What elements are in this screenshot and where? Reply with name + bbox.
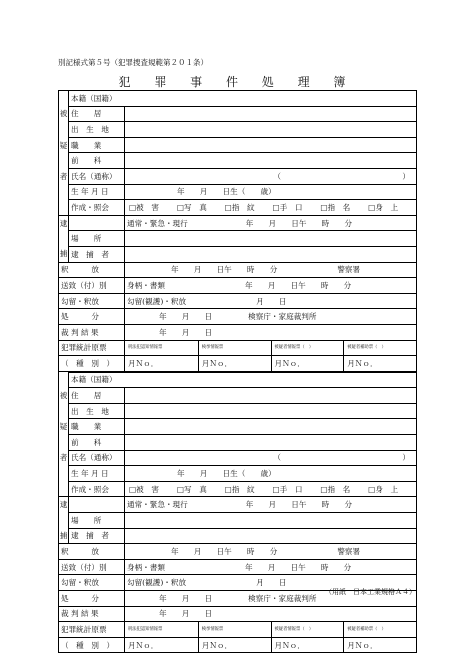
stat-header-1: 刑法犯認知情報票	[128, 345, 163, 351]
suspect-side-label	[59, 372, 69, 388]
row-statcard	[59, 340, 417, 356]
release-value	[125, 544, 417, 560]
birthplace-value	[125, 403, 417, 419]
honseki-label: 本籍（国籍）	[69, 91, 417, 107]
row-arrester	[59, 528, 417, 544]
kind-label: （ 種 別 ）	[59, 637, 125, 653]
row-sendup	[59, 559, 417, 575]
custody-label: 勾留・釈放	[59, 575, 125, 591]
sendup-type: 身柄・書類	[127, 562, 165, 572]
custody-date: 月 日	[256, 578, 287, 588]
name-value: （ ）	[125, 168, 417, 184]
place-value	[125, 513, 417, 529]
check-fingerprint[interactable]: □指 紋	[224, 202, 255, 212]
job-value	[125, 419, 417, 435]
name-value: （ ）	[125, 450, 417, 466]
actions-checkboxes	[125, 200, 417, 216]
release-office: 警察署	[337, 547, 361, 557]
place-value	[125, 231, 417, 247]
trial-date: 年 月 日	[159, 327, 213, 337]
dob-value: 年 月 日生（ 歳）	[125, 466, 417, 482]
stat-header-1: 刑法犯認知情報票	[128, 626, 163, 632]
honseki-label: 本籍（国籍）	[69, 372, 417, 388]
check-wanted[interactable]: □指 名	[320, 484, 351, 494]
check-method[interactable]: □手 口	[272, 484, 303, 494]
check-personal[interactable]: □身 上	[368, 202, 399, 212]
vertical-char	[59, 466, 69, 482]
trial-date: 年 月 日	[159, 609, 213, 619]
actions-checkboxes	[125, 481, 417, 497]
row-trial	[59, 324, 417, 340]
check-personal[interactable]: □身 上	[368, 484, 399, 494]
arrest-blank-label	[69, 215, 125, 231]
stat-no-4: 月Ｎｏ．	[343, 638, 416, 653]
trial-label: 裁 判 結 果	[59, 324, 125, 340]
check-method[interactable]: □手 口	[272, 202, 303, 212]
arrester-value	[125, 246, 417, 262]
stat-header-4: 被疑者補助票（ ）	[343, 341, 416, 356]
row-birthplace	[59, 403, 417, 419]
sendup-label: 送致（付）別	[59, 278, 125, 294]
page-title: 犯 罪 事 件 処 理 簿	[118, 75, 356, 89]
vertical-char: 捕	[59, 246, 69, 262]
vertical-char: 者	[59, 450, 69, 466]
statcard-numbers	[125, 637, 417, 653]
stat-header-3: 被疑者情報票（ ）	[271, 622, 344, 637]
stat-no-2: 月Ｎｏ．	[198, 356, 271, 371]
row-statcard	[59, 622, 417, 638]
row-honseki	[59, 372, 417, 388]
form-number: 別記様式第５号（犯罪捜査規範第２０１条）	[58, 58, 208, 67]
trial-value	[125, 606, 417, 622]
arrester-label: 逮 捕 者	[69, 528, 125, 544]
vertical-char: 逮	[59, 497, 69, 513]
release-value	[125, 262, 417, 278]
statcard-label: 犯罪統計原票	[59, 622, 125, 638]
arrest-type: 通常・緊急・現行	[127, 218, 188, 228]
dob-label: 生 年 月 日	[69, 184, 125, 200]
actions-label: 作成・照会	[69, 481, 125, 497]
check-victim[interactable]: □被 害	[129, 484, 159, 494]
stat-header-2: 検挙情報票	[198, 622, 271, 637]
kind-label: （ 種 別 ）	[59, 356, 125, 372]
sendup-date: 年 月 日午 時 分	[244, 562, 352, 572]
row-arrest	[59, 497, 417, 513]
vertical-char	[59, 403, 69, 419]
stat-header-2: 検挙情報票	[198, 341, 271, 356]
arrest-value	[125, 497, 417, 513]
residence-label: 住 居	[69, 106, 125, 122]
row-record	[59, 153, 417, 169]
record-label: 前 科	[69, 435, 125, 451]
job-label: 職 業	[69, 137, 125, 153]
sendup-label: 送致（付）別	[59, 559, 125, 575]
stat-no-2: 月Ｎｏ．	[198, 638, 271, 653]
vertical-char	[59, 122, 69, 138]
vertical-char: 逮	[59, 215, 69, 231]
sendup-type: 身柄・書類	[127, 280, 165, 290]
disposition-label: 処 分	[59, 309, 125, 325]
arrest-blank-label	[69, 497, 125, 513]
row-residence	[59, 106, 417, 122]
sendup-value	[125, 278, 417, 294]
residence-label: 住 居	[69, 388, 125, 404]
arrest-date: 年 月 日午 時 分	[245, 500, 353, 510]
check-photo[interactable]: □写 真	[176, 484, 207, 494]
sendup-date: 年 月 日午 時 分	[244, 280, 352, 290]
custody-date: 月 日	[256, 296, 287, 306]
release-label: 釈 放	[59, 544, 125, 560]
custody-type: 勾留(観護)・釈放	[127, 578, 187, 588]
row-place	[59, 513, 417, 529]
residence-value	[125, 388, 417, 404]
row-trial	[59, 606, 417, 622]
dob-label: 生 年 月 日	[69, 466, 125, 482]
job-value	[125, 137, 417, 153]
release-office: 警察署	[337, 265, 361, 275]
arrest-value	[125, 215, 417, 231]
statcard-headers	[125, 622, 417, 638]
statcard-numbers	[125, 356, 417, 372]
record-value	[125, 153, 417, 169]
row-job	[59, 137, 417, 153]
suspect-side-label	[59, 91, 69, 107]
disposition-date: 年 月 日	[159, 312, 213, 322]
disposition-org: 検察庁・家庭裁判所	[248, 312, 317, 322]
row-name	[59, 168, 417, 184]
release-date: 年 月 日午 時 分	[171, 547, 278, 557]
job-label: 職 業	[69, 419, 125, 435]
residence-value	[125, 106, 417, 122]
row-place	[59, 231, 417, 247]
vertical-char	[59, 153, 69, 169]
birthplace-label: 出 生 地	[69, 403, 125, 419]
vertical-char	[59, 231, 69, 247]
statcard-headers	[125, 340, 417, 356]
vertical-char: 疑	[59, 137, 69, 153]
vertical-char	[59, 513, 69, 529]
row-actions	[59, 200, 417, 216]
vertical-char	[59, 184, 69, 200]
arrester-value	[125, 528, 417, 544]
check-photo[interactable]: □写 真	[176, 202, 207, 212]
paper-note: （用紙 日本工業規格Ａ４）	[325, 588, 416, 596]
row-residence	[59, 388, 417, 404]
row-arrest	[59, 215, 417, 231]
release-date: 年 月 日午 時 分	[171, 265, 278, 275]
place-label: 場 所	[69, 231, 125, 247]
row-release	[59, 544, 417, 560]
vertical-char: 捕	[59, 528, 69, 544]
stat-no-3: 月Ｎｏ．	[271, 638, 344, 653]
statcard-label: 犯罪統計原票	[59, 340, 125, 356]
stat-no-1: 月Ｎｏ．	[128, 640, 159, 650]
vertical-char	[59, 481, 69, 497]
birthplace-label: 出 生 地	[69, 122, 125, 138]
trial-value	[125, 324, 417, 340]
vertical-char	[59, 435, 69, 451]
release-label: 釈 放	[59, 262, 125, 278]
row-sendup	[59, 278, 417, 294]
dob-value: 年 月 日生（ 歳）	[125, 184, 417, 200]
row-custody	[59, 293, 417, 309]
stat-no-3: 月Ｎｏ．	[271, 356, 344, 371]
check-fingerprint[interactable]: □指 紋	[224, 484, 255, 494]
disposition-org: 検察庁・家庭裁判所	[248, 593, 317, 603]
row-dob	[59, 466, 417, 482]
trial-label: 裁 判 結 果	[59, 606, 125, 622]
arrest-type: 通常・緊急・現行	[127, 500, 188, 510]
row-kind	[59, 637, 417, 653]
row-job	[59, 419, 417, 435]
vertical-char: 疑	[59, 419, 69, 435]
row-arrester	[59, 246, 417, 262]
disposition-value	[125, 309, 417, 325]
vertical-char: 被	[59, 388, 69, 404]
row-honseki	[59, 91, 417, 107]
place-label: 場 所	[69, 513, 125, 529]
row-kind	[59, 356, 417, 372]
name-label: 氏名（通称）	[69, 450, 125, 466]
row-actions	[59, 481, 417, 497]
arrester-label: 逮 捕 者	[69, 246, 125, 262]
custody-label: 勾留・釈放	[59, 293, 125, 309]
record-value	[125, 435, 417, 451]
disposition-label: 処 分	[59, 591, 125, 607]
stat-header-3: 被疑者情報票（ ）	[271, 341, 344, 356]
custody-type: 勾留(観護)・釈放	[127, 296, 187, 306]
arrest-date: 年 月 日午 時 分	[245, 218, 353, 228]
check-wanted[interactable]: □指 名	[320, 202, 351, 212]
vertical-char	[59, 200, 69, 216]
row-name	[59, 450, 417, 466]
check-victim[interactable]: □被 害	[129, 202, 159, 212]
stat-no-4: 月Ｎｏ．	[343, 356, 416, 371]
row-release	[59, 262, 417, 278]
vertical-char: 者	[59, 168, 69, 184]
sendup-value	[125, 559, 417, 575]
disposition-date: 年 月 日	[159, 593, 213, 603]
row-dob	[59, 184, 417, 200]
row-disposition	[59, 309, 417, 325]
actions-label: 作成・照会	[69, 200, 125, 216]
record-table	[58, 90, 417, 653]
vertical-char: 被	[59, 106, 69, 122]
name-label: 氏名（通称）	[69, 168, 125, 184]
custody-value	[125, 293, 417, 309]
stat-header-4: 被疑者補助票（ ）	[343, 622, 416, 637]
row-birthplace	[59, 122, 417, 138]
birthplace-value	[125, 122, 417, 138]
row-record	[59, 435, 417, 451]
record-label: 前 科	[69, 153, 125, 169]
stat-no-1: 月Ｎｏ．	[128, 358, 159, 368]
